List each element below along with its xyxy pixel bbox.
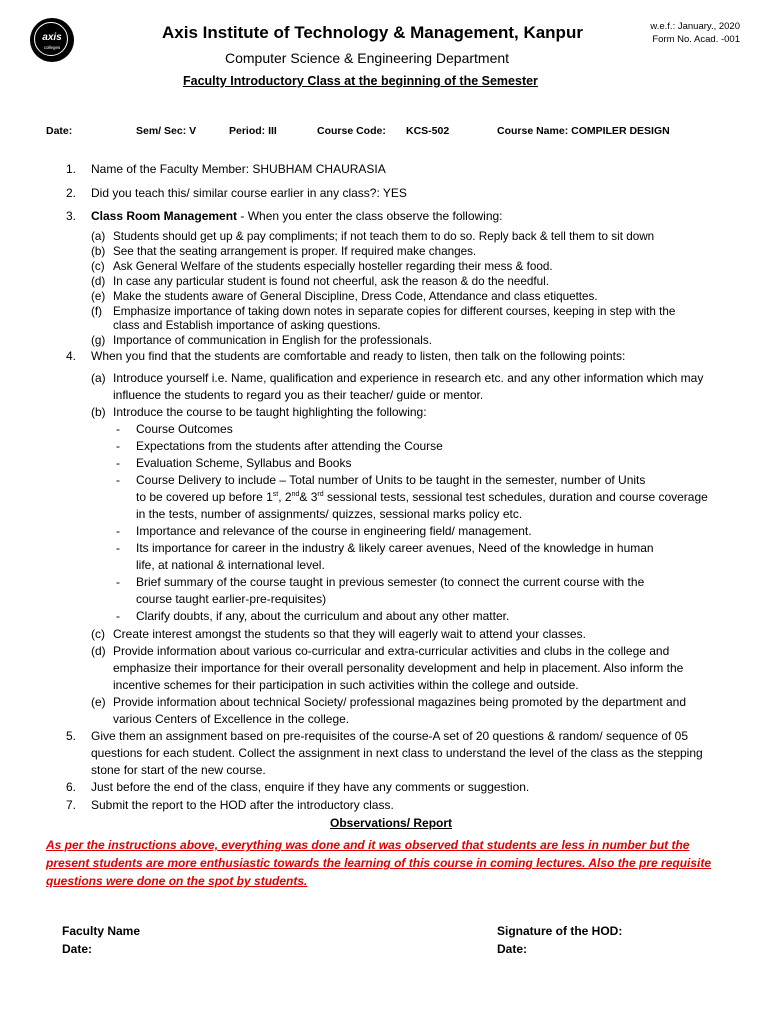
dash-bullet: - — [116, 456, 120, 470]
item-number: 7. — [65, 798, 76, 812]
form-title: Faculty Introductory Class at the beginning of the Semester — [183, 74, 538, 88]
observations-title: Observations/ Report — [330, 816, 453, 830]
sem-sec: Sem/ Sec: V — [136, 125, 197, 137]
wef-date: w.e.f.: January., 2020 — [650, 21, 740, 32]
list-label: (d) — [91, 644, 106, 658]
logo-subtext: colleges — [43, 45, 61, 50]
list-item: Ask General Welfare of the students especially hosteller regarding their mess & food. — [113, 260, 553, 273]
dash-bullet: - — [116, 439, 120, 453]
list-label: (b) — [91, 245, 106, 258]
dash-item: Its importance for career in the industry & likely career avenues, Need of the knowledge in human — [136, 541, 654, 555]
list-label: (e) — [91, 290, 106, 303]
superscript: st — [272, 491, 279, 498]
item-taught-before: Did you teach this/ similar course earlier in any class?: YES — [91, 186, 407, 200]
list-label: (c) — [91, 260, 105, 273]
college-logo — [30, 18, 74, 62]
faculty-name-label: Faculty Name — [62, 924, 141, 938]
list-item-continued: influence the students to regard you as their teacher/ guide or mentor. — [113, 388, 484, 402]
observation-line: As per the instructions above, everything was done and it was observed that students are less in number but the — [46, 838, 690, 852]
item-number: 4. — [65, 349, 76, 363]
superscript: rd — [317, 491, 324, 498]
list-item: Introduce yourself i.e. Name, qualification and experience in research etc. and any other information which may — [113, 371, 704, 385]
item-number: 2. — [65, 186, 76, 200]
item-assignment-continued: questions for each student. Collect the assignment in next class to understand the level of the class as the stepping — [91, 746, 703, 760]
list-item: Create interest amongst the students so that they will eagerly wait to attend your classes. — [113, 627, 586, 641]
list-item: Make the students aware of General Discipline, Dress Code, Attendance and class etiquettes. — [113, 290, 598, 303]
faculty-date-label: Date: — [62, 942, 93, 956]
dash-item: Importance and relevance of the course in engineering field/ management. — [136, 524, 532, 538]
item-number: 6. — [65, 780, 76, 794]
list-label: (f) — [91, 305, 103, 318]
item-faculty-name: Name of the Faculty Member: SHUBHAM CHAURASIA — [91, 162, 386, 176]
list-label: (a) — [91, 230, 106, 243]
list-item-continued: various Centers of Excellence in the college. — [113, 712, 350, 726]
item-classroom-management — [91, 209, 503, 223]
list-item: In case any particular student is found not cheerful, ask the reason & do the needful. — [113, 275, 549, 288]
dash-bullet: - — [116, 609, 120, 623]
course-code-label: Course Code: — [317, 125, 386, 137]
list-item: Introduce the course to be taught highlighting the following: — [113, 405, 427, 419]
dash-item: Course Delivery to include – Total number of Units to be taught in the semester, number of Units — [136, 473, 646, 487]
text-fragment: , 2 — [278, 490, 292, 504]
list-item-continued: incentive schemes for their participation in such activities within the college and outside. — [113, 678, 579, 692]
dash-item: Brief summary of the course taught in previous semester (to connect the current course with the — [136, 575, 645, 589]
list-label: (c) — [91, 627, 105, 641]
list-label: (b) — [91, 405, 106, 419]
dash-bullet: - — [116, 422, 120, 436]
form-info — [630, 20, 740, 46]
hod-date-label: Date: — [497, 942, 528, 956]
dash-bullet: - — [116, 575, 120, 589]
item-talk-points: When you find that the students are comfortable and ready to listen, then talk on the following points: — [91, 349, 626, 363]
department-name: Computer Science & Engineering Department — [225, 50, 510, 66]
hod-signature-label: Signature of the HOD: — [497, 924, 623, 938]
dash-item-continued: course taught earlier-pre-requisites) — [136, 592, 327, 606]
item-number: 5. — [65, 729, 76, 743]
list-item: Provide information about technical Society/ professional magazines being promoted by the department and — [113, 695, 687, 709]
text-fragment: sessional tests, sessional test schedules, duration and course coverage — [323, 490, 708, 504]
item-assignment: Give them an assignment based on pre-requisites of the course-A set of 20 questions & random/ sequence of 05 — [91, 729, 689, 743]
period: Period: III — [229, 125, 277, 137]
list-label: (e) — [91, 695, 106, 709]
text-fragment: to be covered up before 1 — [136, 490, 273, 504]
item-submit-report: Submit the report to the HOD after the introductory class. — [91, 798, 394, 812]
list-label: (a) — [91, 371, 106, 385]
item-heading: Class Room Management — [91, 209, 238, 223]
institute-name: Axis Institute of Technology & Management, Kanpur — [162, 23, 583, 42]
list-item: Emphasize importance of taking down notes in separate copies for different courses, keeping in step with the — [113, 305, 676, 318]
dash-bullet: - — [116, 541, 120, 555]
item-text: - When you enter the class observe the following: — [237, 209, 503, 223]
dash-item-continued: in the tests, number of assignments/ quizzes, sessional marks policy etc. — [136, 507, 523, 521]
list-item: See that the seating arrangement is proper. If required make changes. — [113, 245, 477, 258]
dash-item: Course Outcomes — [136, 422, 233, 436]
dash-bullet: - — [116, 473, 120, 487]
list-item-continued: emphasize their importance for their overall personality development and help in placement. Also inform the — [113, 661, 684, 675]
list-label: (d) — [91, 275, 106, 288]
course-code: KCS-502 — [406, 125, 450, 137]
text-fragment: & 3 — [299, 490, 318, 504]
dash-item: Expectations from the students after attending the Course — [136, 439, 443, 453]
list-item: Students should get up & pay compliments; if not teach them to do so. Reply back & tell them to sit down — [113, 230, 655, 243]
observation-line: questions were done on the spot by students. — [46, 874, 308, 888]
item-assignment-continued: stone for start of the new course. — [91, 763, 266, 777]
list-item: Provide information about various co-curricular and extra-curricular activities and clubs in the college and — [113, 644, 670, 658]
date-label: Date: — [46, 125, 73, 137]
list-label: (g) — [91, 334, 106, 347]
dash-item: Evaluation Scheme, Syllabus and Books — [136, 456, 352, 470]
logo-text: axis — [42, 32, 62, 43]
form-number: Form No. Acad. -001 — [652, 34, 740, 45]
observation-line: present students are more enthusiastic towards the learning of this course in coming lectures. Also the pre requisite — [46, 856, 712, 870]
superscript: nd — [291, 491, 300, 498]
list-item-continued: class and Establish importance of asking questions. — [113, 319, 381, 332]
dash-bullet: - — [116, 524, 120, 538]
item-number: 1. — [65, 162, 76, 176]
item-number: 3. — [65, 209, 76, 223]
course-name: Course Name: COMPILER DESIGN — [497, 125, 670, 137]
dash-item-continued: life, at national & international level. — [136, 558, 325, 572]
list-item: Importance of communication in English for the professionals. — [113, 334, 432, 347]
dash-item-continued — [136, 490, 708, 504]
dash-item: Clarify doubts, if any, about the curriculum and about any other matter. — [136, 609, 510, 623]
item-enquire: Just before the end of the class, enquire if they have any comments or suggestion. — [91, 780, 530, 794]
